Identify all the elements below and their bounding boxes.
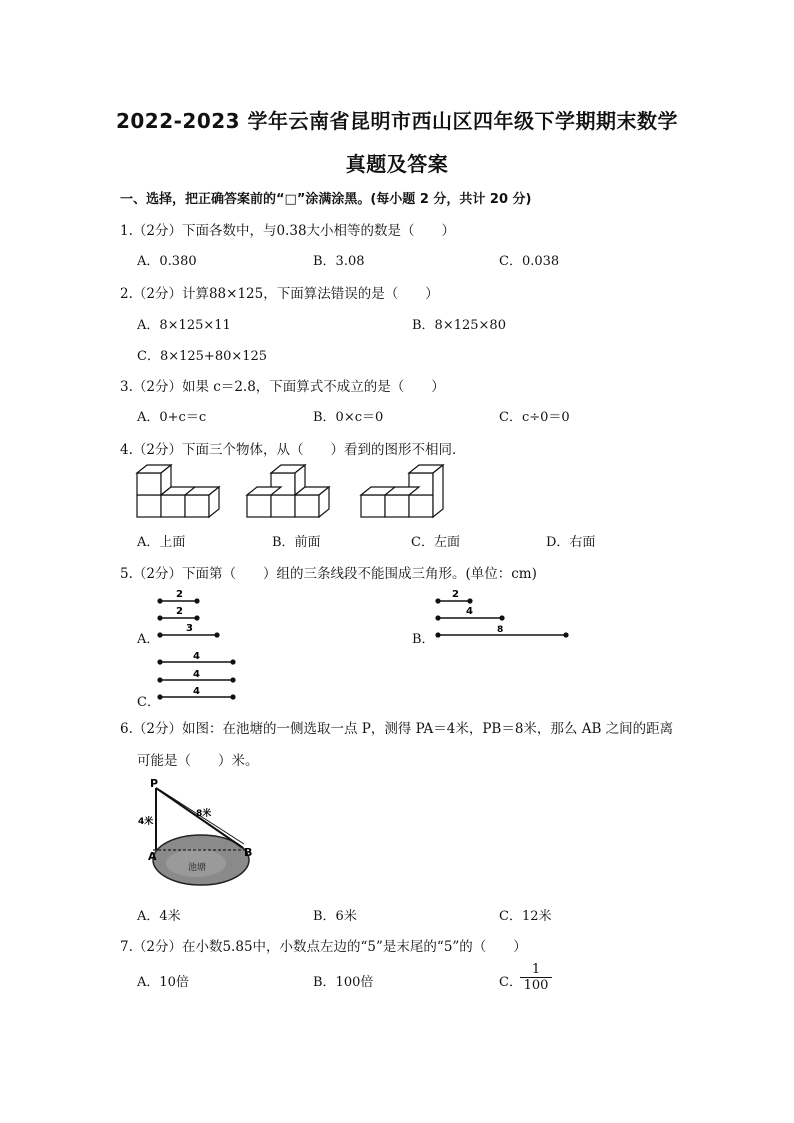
- pa-length-label: 4米: [138, 817, 154, 827]
- question-2-option-b[interactable]: B．8×125×80: [412, 318, 506, 333]
- question-3-stem: 3.（2分）如果 c＝2.8，下面算式不成立的是（ ）: [120, 379, 445, 395]
- question-3-option-b[interactable]: B．0×c＝0: [313, 410, 384, 425]
- segment-b1-label: 2: [452, 589, 459, 600]
- question-6-option-c[interactable]: C．12米: [499, 909, 552, 924]
- segments-group-c: [150, 650, 250, 702]
- segment-a3-label: 3: [186, 623, 193, 634]
- pb-length-label: 8米: [196, 809, 212, 819]
- page-title: 2022-2023 学年云南省昆明市西山区四年级下学期期末数学: [115, 109, 679, 133]
- segment-c2-label: 4: [193, 669, 200, 680]
- question-4-option-d[interactable]: D．右面: [546, 535, 596, 550]
- segments-group-a: [150, 586, 240, 641]
- question-5-stem: 5.（2分）下面第（ ）组的三条线段不能围成三角形。(单位：cm): [120, 566, 537, 582]
- segment-c3-label: 4: [193, 686, 200, 697]
- question-1-option-b[interactable]: B．3.08: [313, 254, 365, 269]
- segment-b3-label: 8: [497, 625, 504, 635]
- point-a-label: A: [148, 850, 157, 863]
- question-7-option-c[interactable]: C．: [499, 975, 522, 990]
- question-4-option-b[interactable]: B．前面: [272, 535, 321, 550]
- question-5-option-a[interactable]: A．: [137, 632, 160, 647]
- question-6-option-a[interactable]: A．4米: [137, 909, 181, 924]
- question-2-stem: 2.（2分）计算88×125，下面算法错误的是（ ）: [120, 286, 439, 302]
- segment-a1-label: 2: [176, 589, 183, 600]
- pond-figure: [136, 778, 266, 888]
- cube-figures: [130, 462, 450, 522]
- question-7-fraction: [520, 962, 552, 993]
- question-3-option-a[interactable]: A．0+c＝c: [137, 410, 207, 425]
- question-5-option-c[interactable]: C．: [137, 695, 160, 710]
- page-subtitle: 真题及答案: [345, 152, 449, 176]
- question-1-option-c[interactable]: C．0.038: [499, 254, 560, 269]
- cube-object-1: [137, 465, 219, 517]
- question-2-option-a[interactable]: A．8×125×11: [137, 318, 231, 333]
- segment-a2-label: 2: [176, 606, 183, 617]
- question-7-stem: 7.（2分）在小数5.85中，小数点左边的“5”是末尾的“5”的（ ）: [120, 939, 527, 955]
- question-6-stem: 6.（2分）如图：在池塘的一侧选取一点 P，测得 PA＝4米，PB＝8米，那么 AB 之间的距离: [120, 721, 674, 737]
- pond-label: 池塘: [188, 863, 207, 873]
- question-7-option-a[interactable]: A．10倍: [137, 975, 189, 990]
- segments-group-b: [430, 586, 580, 641]
- question-1-option-a[interactable]: A．0.380: [137, 254, 197, 269]
- segment-c1-label: 4: [193, 651, 200, 662]
- cube-object-3: [361, 465, 443, 517]
- question-6-option-b[interactable]: B．6米: [313, 909, 357, 924]
- point-b-label: B: [244, 846, 253, 859]
- question-1-stem: 1.（2分）下面各数中，与0.38大小相等的数是（ ）: [120, 223, 456, 239]
- question-4-stem: 4.（2分）下面三个物体，从（ ）看到的图形不相同．: [120, 442, 466, 458]
- fraction-numerator: 1: [520, 962, 552, 978]
- question-2-option-c[interactable]: C．8×125+80×125: [137, 349, 268, 364]
- segment-b2-label: 4: [466, 606, 473, 617]
- question-5-option-b[interactable]: B．: [412, 632, 435, 647]
- section-heading: 一、选择，把正确答案前的“□”涂满涂黑。(每小题 2 分，共计 20 分): [120, 192, 532, 207]
- question-6-stem-continued: 可能是（ ）米。: [137, 753, 259, 769]
- cube-object-2: [247, 465, 329, 517]
- point-p-label: P: [150, 778, 159, 790]
- question-3-option-c[interactable]: C．c÷0＝0: [499, 410, 570, 425]
- question-7-option-b[interactable]: B．100倍: [313, 975, 374, 990]
- question-4-option-c[interactable]: C．左面: [411, 535, 460, 550]
- question-4-option-a[interactable]: A．上面: [137, 535, 186, 550]
- fraction-denominator: 100: [523, 978, 549, 993]
